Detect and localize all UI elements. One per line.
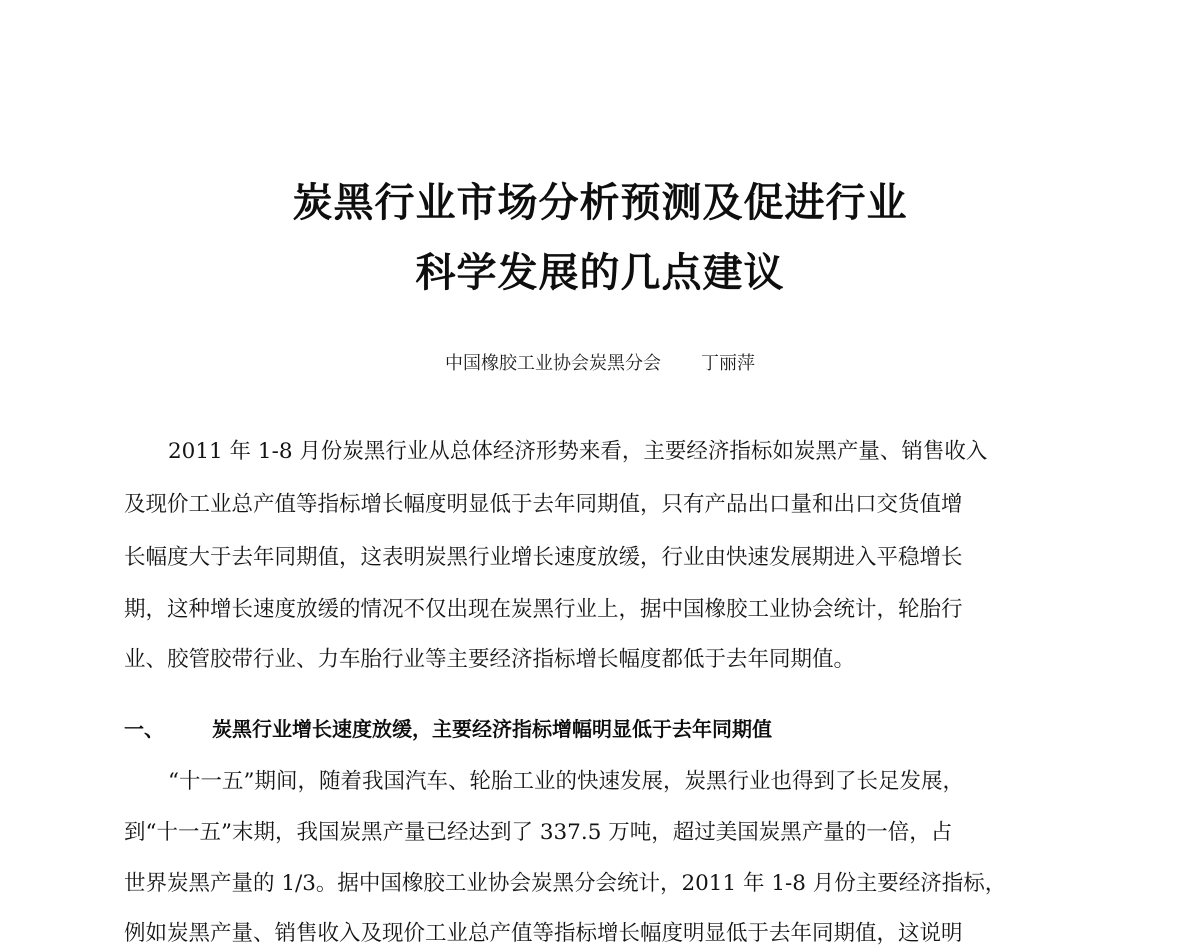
section-number: 一、 — [124, 717, 164, 741]
section-heading-text: 炭黑行业增长速度放缓，主要经济指标增幅明显低于去年同期值 — [212, 717, 772, 741]
intro-paragraph-line: 2011 年 1-8 月份炭黑行业从总体经济形势来看，主要经济指标如炭黑产量、销售收入 — [168, 439, 988, 464]
section-paragraph-line: 例如炭黑产量、销售收入及现价工业总产值等指标增长幅度明显低于去年同期值，这说明 — [124, 921, 963, 946]
section-paragraph-line: “十一五”期间，随着我国汽车、轮胎工业的快速发展，炭黑行业也得到了长足发展， — [168, 769, 964, 794]
intro-paragraph-line: 期，这种增长速度放缓的情况不仅出现在炭黑行业上，据中国橡胶工业协会统计，轮胎行 — [124, 597, 963, 622]
intro-paragraph-line: 长幅度大于去年同期值，这表明炭黑行业增长速度放缓，行业由快速发展期进入平稳增长 — [124, 545, 963, 570]
author-organization: 中国橡胶工业协会炭黑分会 — [445, 353, 661, 374]
author-name: 丁丽萍 — [701, 353, 755, 374]
section-heading — [124, 714, 772, 744]
intro-paragraph-line: 业、胶管胶带行业、力车胎行业等主要经济指标增长幅度都低于去年同期值。 — [124, 647, 856, 672]
document-title-line-1: 炭黑行业市场分析预测及促进行业 — [292, 180, 908, 226]
intro-paragraph-line: 及现价工业总产值等指标增长幅度明显低于去年同期值，只有产品出口量和出口交货值增 — [124, 492, 963, 517]
section-paragraph-line: 世界炭黑产量的 1/3。据中国橡胶工业协会炭黑分会统计，2011 年 1-8 月份主要经济指标， — [124, 871, 1007, 896]
byline — [0, 350, 1200, 378]
section-paragraph-line: 到“十一五”末期，我国炭黑产量已经达到了 337.5 万吨，超过美国炭黑产量的一倍，占 — [124, 820, 953, 845]
document-title-line-2: 科学发展的几点建议 — [415, 250, 785, 296]
